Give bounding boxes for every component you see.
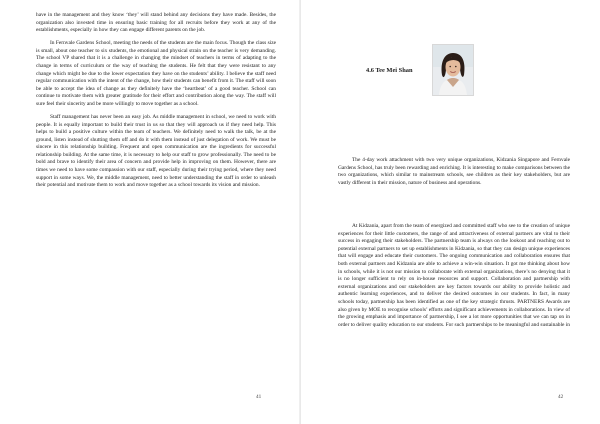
main-text: At Kidzania, apart from the team of energized and committed staff who see to the creation of unique experiences for their little customers, the range of and attractiveness of external partners are vital to their success in engaging their stakeholders. The partnership team is always on the lookout and reaching out to potential external partners to set up establishments in Kidzania, so that they can design unique experiences that will engage and educate their customers. The ongoing communication and collaboration ensures that both external partners and Kidzania are able to achieve a win-win situation. It got me thinking about how in schools, while it is not our mission to collaborate with external organizations, there’s no denying that it is no longer sufficient to rely on in-house resources and support. Collaboration and partnership with external organizations and our stakeholders are key factors towards our ability to provide holistic and authentic learning experiences, and to deliver the desired outcomes in our students. In fact, in many schools today, partnership has been identified as one of the key strategic thrusts. PARTNERS Awards are also given by MOE to recognise schools’ efforts and significant achievements in collaborations. In view of the growing emphasis and importance of partnership, I see a lot more opportunities that we can tap on in order to deliver quality education to our students. For such partnerships to be meaningful and sustainable in: [338, 223, 570, 328]
page-number-left: 41: [256, 394, 262, 400]
left-paragraph-1: have in the management and they know ‘they’ will stand behind any decisions they have made. Besides, the organization also invested time in ensuring basic training for all recruits before they work at any of the establishments, especially in how they can engage different parents on the job.: [36, 12, 276, 34]
intro-text: The 4-day work attachment with two very unique organizations, Kidzania Singapore and Fernvale Gardens School, has truly been rewarding and enriching. It is interesting to make comparisons between the two organizations, which similar to mainstream schools, see children as their key stakeholders, but are vastly different in their mission, nature of business and operations.: [338, 157, 570, 186]
portrait-photo-illustration: [433, 45, 473, 95]
right-main-paragraph: [338, 223, 570, 405]
portrait-photo-icon: [432, 44, 474, 96]
right-intro-paragraph: [338, 157, 570, 223]
left-paragraph-2: In Fernvale Gardens School, meeting the needs of the students are the main focus. Though the class size is small, about one teacher to six students, the emotional and physical strain on the teacher is very demanding. The school VP shared that it is a challenge in changing the mindset of teachers in terms of adapting to the change in terms of curriculum or the way of teaching the students. He felt that they were resistant to any change which might be due to the lower expectation they have on the students’ ability. I believe the staff need regular communication with the intent of the change, how their students can benefit from it. The staff will soon be able to accept the idea of change as they definitely have the ‘heartbeat’ of a good teacher. School can continue to motivate them with greater gratitude for their effort and contribution along the way. The staff will sure feel their sincerity and be more willingly to move together as a school.: [36, 40, 276, 107]
left-paragraph-3: Staff management has never been an easy job. As middle management in school, we need to work with people. It is equally important to build their trust in us so that they will approach us if they need help. This helps to build a positive culture within the team of teachers. We definitely need to walk the talk, be at the ground, listen instead of shutting them off and do it with them instead of just delegation of work. We must be sincere in this relationship building. Frequent and open communication are the ingredients for successful relationship building. At the same time, it is necessary to help our staff to grow professionally. The need to be bold and brave to identify their area of concern and provide help in improving on them. However, there are times we need to have some compassion with our staff, especially during their trying period, where they need support in some ways. We, the middle management, need to better understanding the staff in order to unleash their potential and motivate them to work and move together as a school towards its vision and mission.: [36, 113, 276, 189]
section-heading: 4.6 Tee Mei Shan: [366, 67, 413, 74]
page-number-right: 42: [558, 394, 564, 400]
left-page-body: [36, 12, 276, 314]
